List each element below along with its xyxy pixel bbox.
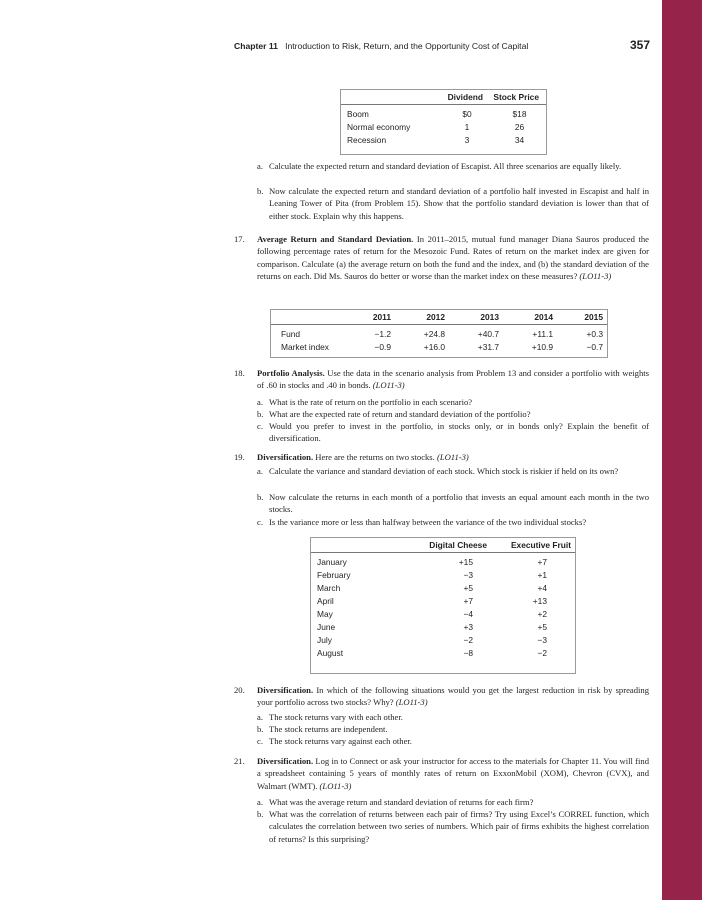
table-row [311, 568, 575, 581]
q18-item-a [257, 396, 649, 408]
table-cell: +1 [537, 569, 547, 580]
q20-item-c [257, 735, 649, 747]
table-cell: Market index [281, 341, 329, 352]
q20-body: In which of the following situations would you get the largest reduction in risk by spreading your portfolio across two stocks? Why? [257, 685, 649, 708]
table-header-cell: Stock Price [483, 90, 546, 105]
table-header-cell [311, 538, 377, 553]
item-label: b. [257, 724, 264, 734]
item-label: a. [257, 161, 263, 171]
table-cell: −4 [463, 608, 473, 619]
q21-item-b [257, 808, 649, 845]
table-header-cell: 2013 [445, 310, 499, 325]
q19-item-a [257, 465, 649, 477]
page-number: 357 [629, 38, 650, 52]
table-cell: −8 [463, 647, 473, 658]
table-cell: −1.2 [374, 328, 391, 339]
q20-item-b [257, 723, 649, 735]
q18-item-c [257, 420, 649, 445]
item-label: a. [257, 797, 263, 807]
q21-number: 21. [234, 756, 245, 766]
table-cell: +16.0 [423, 341, 445, 352]
table-cell: Boom [347, 108, 369, 119]
table-row [311, 646, 575, 659]
q19-number: 19. [234, 452, 245, 462]
table-row [341, 133, 546, 146]
q18-number: 18. [234, 368, 245, 378]
q20-number: 20. [234, 685, 245, 695]
table-header-cell: 2015 [553, 310, 607, 325]
table-cell: −3 [537, 634, 547, 645]
table-row [311, 620, 575, 633]
item-text: Is the variance more or less than halfway between the variance of the two individual stocks? [269, 517, 587, 527]
chapter-heading [234, 41, 528, 51]
table-header-cell [341, 90, 429, 105]
item-label: a. [257, 466, 263, 476]
table-cell: January [317, 556, 347, 567]
table-cell: 34 [514, 134, 525, 145]
table-cell: April [317, 595, 334, 606]
table-cell: +31.7 [477, 341, 499, 352]
item-text: What are the expected rate of return and standard deviation of the portfolio? [269, 409, 531, 419]
q18-body: Use the data in the scenario analysis from Problem 13 and consider a portfolio with weights of .60 in stocks and .40 in bonds. [257, 368, 649, 391]
escapist-scenario-table [340, 89, 547, 155]
q18-learning-objective: (LO11-3) [372, 380, 405, 391]
page-edge-color-bar [662, 0, 702, 900]
table-cell: Normal economy [347, 121, 411, 132]
table-row [311, 607, 575, 620]
q21-learning-objective: (LO11-3) [319, 780, 352, 791]
table-row [341, 120, 546, 133]
table-cell: +0.3 [586, 328, 603, 339]
table-cell: +4 [537, 582, 547, 593]
q16-item-a [257, 160, 649, 172]
table-cell: +15 [458, 556, 473, 567]
table-cell: +13 [532, 595, 547, 606]
table-row [271, 325, 607, 341]
table-cell: February [317, 569, 351, 580]
table-cell: +3 [463, 621, 473, 632]
q18-item-b [257, 408, 649, 420]
table-cell: +11.1 [532, 328, 553, 339]
q21-body: Log in to Connect or ask your instructor for access to the materials for Chapter 11. You will find a spreadsheet containing 5 years of monthly rates of return on ExxonMobil (XOM), Chevron (CVX), and Walmart (WMT). [257, 756, 649, 791]
table-header-cell [271, 310, 337, 325]
fund-returns-table [270, 309, 608, 358]
item-text: Now calculate the returns in each month of a portfolio that invests an equal amount each month in the two stocks. [269, 492, 649, 515]
q20-title: Diversification. [257, 685, 314, 695]
table-header-cell: Digital Cheese [377, 538, 487, 553]
table-cell: July [317, 634, 332, 645]
item-text: Now calculate the expected return and standard deviation of a portfolio half invested in Escapist and half in Leaning Tower of Pita (from Problem 15). Show that the portfolio standard deviation is lower than that of either stock. Explain why this happens. [269, 186, 649, 221]
item-text: What was the average return and standard deviation of returns for each firm? [269, 797, 534, 807]
item-label: a. [257, 397, 263, 407]
table-header-cell: 2012 [391, 310, 445, 325]
item-label: b. [257, 809, 264, 819]
q17-body: In 2011–2015, mutual fund manager Diana Sauros produced the following percentage rates of return for the Mesozoic Fund. Rates of return on the market index are given for comparison. Calculate (a) the average return on both the fund and the index, and (b) the standard deviation of the returns on each. Did Ms. Sauros do better or worse than the market index on these measures? [257, 234, 649, 281]
q20-text [257, 684, 649, 709]
table-cell: +40.7 [477, 328, 499, 339]
table-cell: March [317, 582, 341, 593]
table-cell: June [317, 621, 336, 632]
table-cell: +7 [463, 595, 473, 606]
table-cell: +5 [537, 621, 547, 632]
table-cell: −2 [537, 647, 547, 658]
table-cell: +5 [463, 582, 473, 593]
item-text: Would you prefer to invest in the portfolio, in stocks only, or in bonds only? Explain the benefit of diversification. [269, 421, 649, 444]
table-header-cell: 2014 [499, 310, 553, 325]
table-row [271, 340, 607, 353]
item-label: c. [257, 517, 263, 527]
table-cell: −3 [463, 569, 473, 580]
item-label: b. [257, 492, 264, 502]
item-text: Calculate the variance and standard deviation of each stock. Which stock is riskier if held on its own? [269, 466, 619, 476]
table-row [311, 553, 575, 569]
table-cell: −0.9 [374, 341, 391, 352]
table-cell: +7 [537, 556, 547, 567]
item-label: c. [257, 736, 263, 746]
table-cell: +10.9 [531, 341, 553, 352]
q17-number: 17. [234, 234, 245, 244]
table-header-cell: 2011 [337, 310, 391, 325]
table-cell: $18 [512, 108, 527, 119]
item-text: The stock returns vary against each other. [269, 736, 412, 746]
q19-item-c [257, 516, 655, 528]
running-header [234, 38, 650, 54]
table-cell: $0 [462, 108, 472, 119]
item-text: What was the correlation of returns between each pair of firms? Try using Excel’s CORREL function, which calculates the correlation between two series of numbers. Which pair of firms exhibits the highest correlation of returns? Is this surprising? [269, 809, 649, 844]
monthly-returns-table [310, 537, 576, 674]
item-label: c. [257, 421, 263, 431]
q18-text [257, 367, 649, 392]
item-text: Calculate the expected return and standard deviation of Escapist. All three scenarios are equally likely. [269, 161, 622, 171]
q19-body: Here are the returns on two stocks. [313, 452, 437, 462]
table-row [341, 105, 546, 121]
table-row [311, 633, 575, 646]
q20-learning-objective: (LO11-3) [395, 697, 428, 708]
item-text: The stock returns vary with each other. [269, 712, 403, 722]
table-header-cell: Dividend [429, 90, 483, 105]
chapter-title: Introduction to Risk, Return, and the Opportunity Cost of Capital [285, 41, 529, 51]
table-row [311, 594, 575, 607]
table-cell: −0.7 [586, 341, 603, 352]
table-header-cell: Executive Fruit [487, 538, 575, 553]
item-text: What is the rate of return on the portfolio in each scenario? [269, 397, 473, 407]
chapter-label: Chapter 11 [234, 41, 278, 51]
q19-text [257, 451, 649, 463]
table-row [311, 581, 575, 594]
table-cell: +2 [537, 608, 547, 619]
table-cell: 3 [464, 134, 470, 145]
item-label: b. [257, 409, 264, 419]
q21-item-a [257, 796, 649, 808]
table-cell: August [317, 647, 344, 658]
table-cell: Fund [281, 328, 301, 339]
item-label: a. [257, 712, 263, 722]
q17-title: Average Return and Standard Deviation. [257, 234, 414, 244]
q19-item-b [257, 491, 649, 516]
q17-text [257, 233, 649, 282]
table-cell: +24.8 [423, 328, 445, 339]
q16-item-b [257, 185, 649, 222]
table-cell: 26 [514, 121, 525, 132]
q20-item-a [257, 711, 649, 723]
table-cell: May [317, 608, 333, 619]
q19-title: Diversification. [257, 452, 314, 462]
table-cell: Recession [347, 134, 387, 145]
q17-learning-objective: (LO11-3) [579, 270, 612, 281]
table-cell: 1 [464, 121, 470, 132]
item-label: b. [257, 186, 264, 196]
item-text: The stock returns are independent. [269, 724, 388, 734]
table-cell: −2 [463, 634, 473, 645]
q19-learning-objective: (LO11-3) [436, 452, 469, 462]
q21-text [257, 755, 649, 792]
q18-title: Portfolio Analysis. [257, 368, 325, 378]
q21-title: Diversification. [257, 756, 314, 766]
